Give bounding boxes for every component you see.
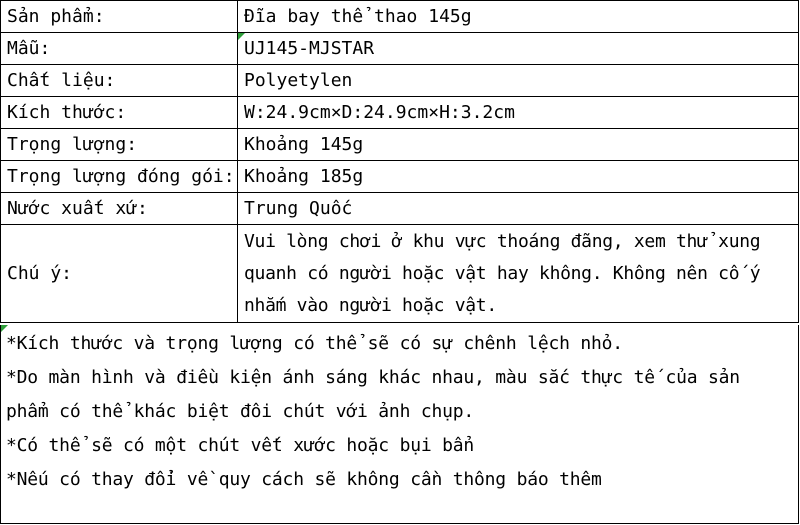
spec-row-package-weight — [1, 161, 799, 193]
spec-value: Đĩa bay thể thao 145g — [238, 1, 799, 33]
spec-row-weight — [1, 129, 799, 161]
spec-label: Sản phẩm: — [1, 1, 238, 33]
note-line: *Do màn hình và điều kiện ánh sáng khác nhau, màu sắc thực tế của sản — [6, 367, 740, 388]
spec-label: Nước xuất xứ: — [1, 193, 238, 225]
spec-label: Trọng lượng: — [1, 129, 238, 161]
spec-label: Trọng lượng đóng gói: — [1, 161, 238, 193]
spec-row-caution — [1, 225, 799, 323]
spec-value-model-cell — [238, 33, 799, 65]
cell-marker-icon — [1, 325, 8, 332]
spec-row-size — [1, 97, 799, 129]
note-line: phẩm có thể khác biệt đôi chút với ảnh chụp. — [6, 401, 475, 422]
spec-value: Polyetylen — [238, 65, 799, 97]
spec-label: Chú ý: — [1, 225, 238, 323]
spec-value: Vui lòng chơi ở khu vực thoáng đãng, xem thử xung quanh có người hoặc vật hay không. Không nên cố ý nhắm vào người hoặc vật. — [238, 225, 799, 323]
spec-value: UJ145-MJSTAR — [244, 37, 375, 59]
spec-label: Mẫu: — [1, 33, 238, 65]
spec-value: Trung Quốc — [238, 193, 799, 225]
spec-label: Chất liệu: — [1, 65, 238, 97]
note-line: *Nếu có thay đổi về quy cách sẽ không cần thông báo thêm — [6, 469, 602, 490]
cell-marker-icon — [238, 33, 245, 40]
spec-row-origin — [1, 193, 799, 225]
spec-label: Kích thước: — [1, 97, 238, 129]
spec-row-product — [1, 1, 799, 33]
note-line: *Kích thước và trọng lượng có thể sẽ có sự chênh lệch nhỏ. — [6, 333, 623, 354]
spec-value: Khoảng 185g — [238, 161, 799, 193]
spec-row-material — [1, 65, 799, 97]
spec-value: W:24.9cm×D:24.9cm×H:3.2cm — [238, 97, 799, 129]
note-line: *Có thể sẽ có một chút vết xước hoặc bụi bẩn — [6, 435, 475, 456]
spec-row-model — [1, 33, 799, 65]
spec-value: Khoảng 145g — [238, 129, 799, 161]
notes-section — [0, 325, 799, 524]
